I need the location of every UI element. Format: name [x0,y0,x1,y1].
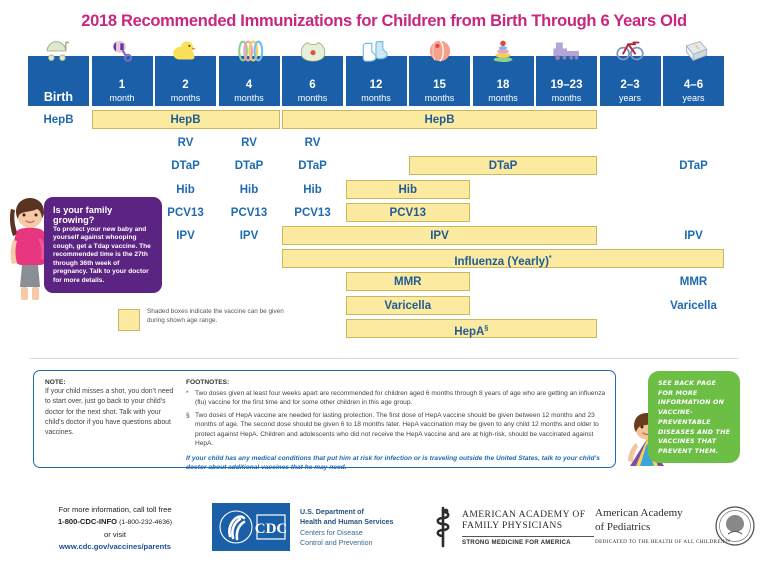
age-column-unit: months [361,93,391,103]
footnote-text: Two doses of HepA vaccine are needed for lasting protection. The first dose of HepA vaccine should be given between 12 months and 23 months of age. The second dose should be given 6 to 18 months later. HepA vaccination may be given to any child 12 months and older to protect against HepA. Children and adolescents who did not receive the HepA vaccine and are at high-risk, should be vaccinated against HepA. [195,411,599,448]
section-divider [30,358,738,359]
age-column-unit: months [170,93,201,103]
age-column-value: 15 [433,78,446,91]
age-column-value: 2 [182,78,189,91]
footnote-marker: * [548,255,552,263]
aafp-name [462,509,585,532]
promo-body: To protect your new baby and yourself against whooping cough, get a Tdap vaccine. The recommended time is the 27th through 36th week of pregnancy. Talk to your doctor for more details. [53,225,151,284]
vaccine-bar: PCV13 [346,203,471,222]
age-column-value: 1 [118,78,126,91]
vaccine-bar: DTaP [409,156,597,175]
page-title: 2018 Recommended Immunizations for Children from Birth Through 6 Years Old [81,12,687,30]
vaccine-label: Hib [176,183,195,196]
vaccine-label: MMR [679,276,708,289]
stacking-rings-icon [473,39,534,63]
vaccine-label: PCV13 [294,206,331,219]
vaccine-row-varicella [0,296,768,317]
age-column-19-23 [536,56,597,106]
aap-line-2: of Pediatrics [595,520,651,533]
teething-rings-icon [219,39,280,63]
contact-line-1: For more information, call toll free [58,505,172,514]
vaccine-label: Hib [303,183,322,196]
footnote-item [186,411,606,449]
vaccine-label: Hib [239,183,259,196]
aap-name [595,507,683,535]
vaccine-label: RV [241,137,257,150]
vaccine-bar: HepB [282,110,597,129]
footnotes-heading: FOOTNOTES: [186,379,230,386]
age-column-unit: months [234,93,264,103]
notes-panel [33,370,616,472]
rattle-icon [92,39,153,63]
age-column-unit: years [682,93,705,103]
footnote-italic-note: If your child has any medical conditions that put him at risk for infection or is traveling outside the United States, talk to your child’s doctor about additional vaccines that he may need. [186,454,600,472]
hhs-cdc-logo [212,503,290,551]
age-column-2 [155,56,216,106]
rod-of-asclepius-icon [430,506,456,548]
vaccine-bar: Hib [346,180,471,199]
contact-phone-alt: (1-800-232-4636) [119,519,173,527]
vaccine-label: DTaP [679,160,708,173]
age-column-2-3 [600,56,661,106]
age-column-unit: month [109,93,135,103]
age-column-6 [282,56,343,106]
vaccine-bar: HepB [92,110,280,129]
vaccine-label: PCV13 [167,206,204,219]
vaccine-bar: Influenza (Yearly)* [282,249,724,268]
age-column-value: 4–6 [683,78,704,91]
aafp-line-2: FAMILY PHYSICIANS [462,520,563,532]
vaccine-label: DTaP [171,160,200,173]
legend-text: Shaded boxes indicate the vaccine can be given during shown age range. [147,308,284,325]
age-column-value: 19–23 [550,78,583,91]
age-column-value: 6 [309,78,316,91]
contact-url[interactable]: www.cdc.gov/vaccines/parents [59,541,171,551]
promo-heading: Is your family growing? [53,205,113,226]
cdc-logo-text: CDC [254,521,288,537]
vaccine-label: DTaP [298,160,327,173]
contact-line-3: or visit [104,529,126,539]
age-column-15 [409,56,470,106]
vaccine-row-hepa [0,319,768,340]
vaccine-label: PCV13 [230,206,268,219]
see-back-page-callout: SEE BACK PAGE FOR MORE INFORMATION ON VACCINE-PREVENTABLE DISEASES AND THE VACCINES THAT PREVENT THEM. [648,371,740,463]
aafp-tagline: STRONG MEDICINE FOR AMERICA [462,536,594,546]
hhs-line-2: Health and Human Services [300,518,394,527]
vaccine-row-hepb [0,110,768,131]
vaccine-row-dtap [0,156,768,177]
backpack-icon [663,39,724,63]
vaccine-label: HepB [43,114,74,126]
duck-icon [155,39,216,63]
age-column-value: 18 [496,78,510,91]
age-column-birth [28,56,89,106]
age-column-12 [346,56,407,106]
footnote-text: Two doses given at least four weeks apart are recommended for children aged 6 months through 8 years of age who are getting an influenza (flu) vaccine for the first time and for some other children in this age group. [195,390,606,407]
footnotes-column [186,379,606,473]
age-column-4 [219,56,280,106]
age-column-unit: months [297,93,328,103]
age-column-value: 4 [245,78,253,91]
vaccine-label: RV [177,137,194,150]
ball-icon [409,39,470,63]
contact-phone[interactable]: 1-800-CDC-INFO [57,517,118,527]
age-column-18 [473,56,534,106]
age-column-unit: years [618,93,641,103]
vaccine-bar: IPV [282,226,597,245]
footnote-marker: § [484,324,489,332]
note-column [45,379,175,439]
footnote-marker: * [186,390,189,397]
vaccine-label: IPV [684,230,703,242]
age-column-unit: months [551,93,582,103]
vaccine-label: RV [304,137,321,150]
vaccine-bar: Varicella [346,296,471,315]
aap-line-1: American Academy [595,507,683,519]
age-column-unit: months [424,93,455,103]
vaccine-bar: HepA§ [346,319,598,338]
age-column-value: 12 [369,78,383,91]
legend-swatch-icon [118,309,140,331]
age-column-value: 2–3 [620,78,640,91]
tdap-promo-box [44,197,162,293]
vaccine-label: Varicella [670,299,717,312]
age-column-value: Birth [43,89,74,104]
age-column-1 [92,56,153,106]
footnote-marker: § [186,411,190,419]
bib-icon [282,39,343,63]
note-body: If your child misses a shot, you don’t need to start over, just go back to your child’s doctor for the next shot. Talk with your child’s doctor if you have questions about vaccines. [45,388,174,437]
hhs-line-3: Centers for Disease [300,528,363,537]
age-column-4-6 [663,56,724,106]
hhs-line-4: Control and Prevention [300,538,373,547]
stroller-icon [28,39,89,63]
hhs-line-1: U.S. Department of [300,508,364,516]
baby-socks-icon [346,39,407,63]
tricycle-icon [600,39,661,63]
vaccine-label: IPV [176,230,195,242]
note-heading: NOTE: [45,379,66,386]
vaccine-label: DTaP [234,160,264,173]
age-column-unit: months [488,93,518,103]
vaccine-row-rv [0,133,768,154]
footer [0,498,768,566]
contact-block [25,504,205,553]
aafp-line-1: AMERICAN ACADEMY OF [462,509,586,520]
aap-tagline: DEDICATED TO THE HEALTH OF ALL CHILDREN™ [595,539,731,545]
footnote-item [186,389,606,408]
hhs-text-block [300,507,430,548]
train-icon [536,39,597,63]
vaccine-label: IPV [239,230,259,242]
vaccine-bar: MMR [346,272,471,291]
